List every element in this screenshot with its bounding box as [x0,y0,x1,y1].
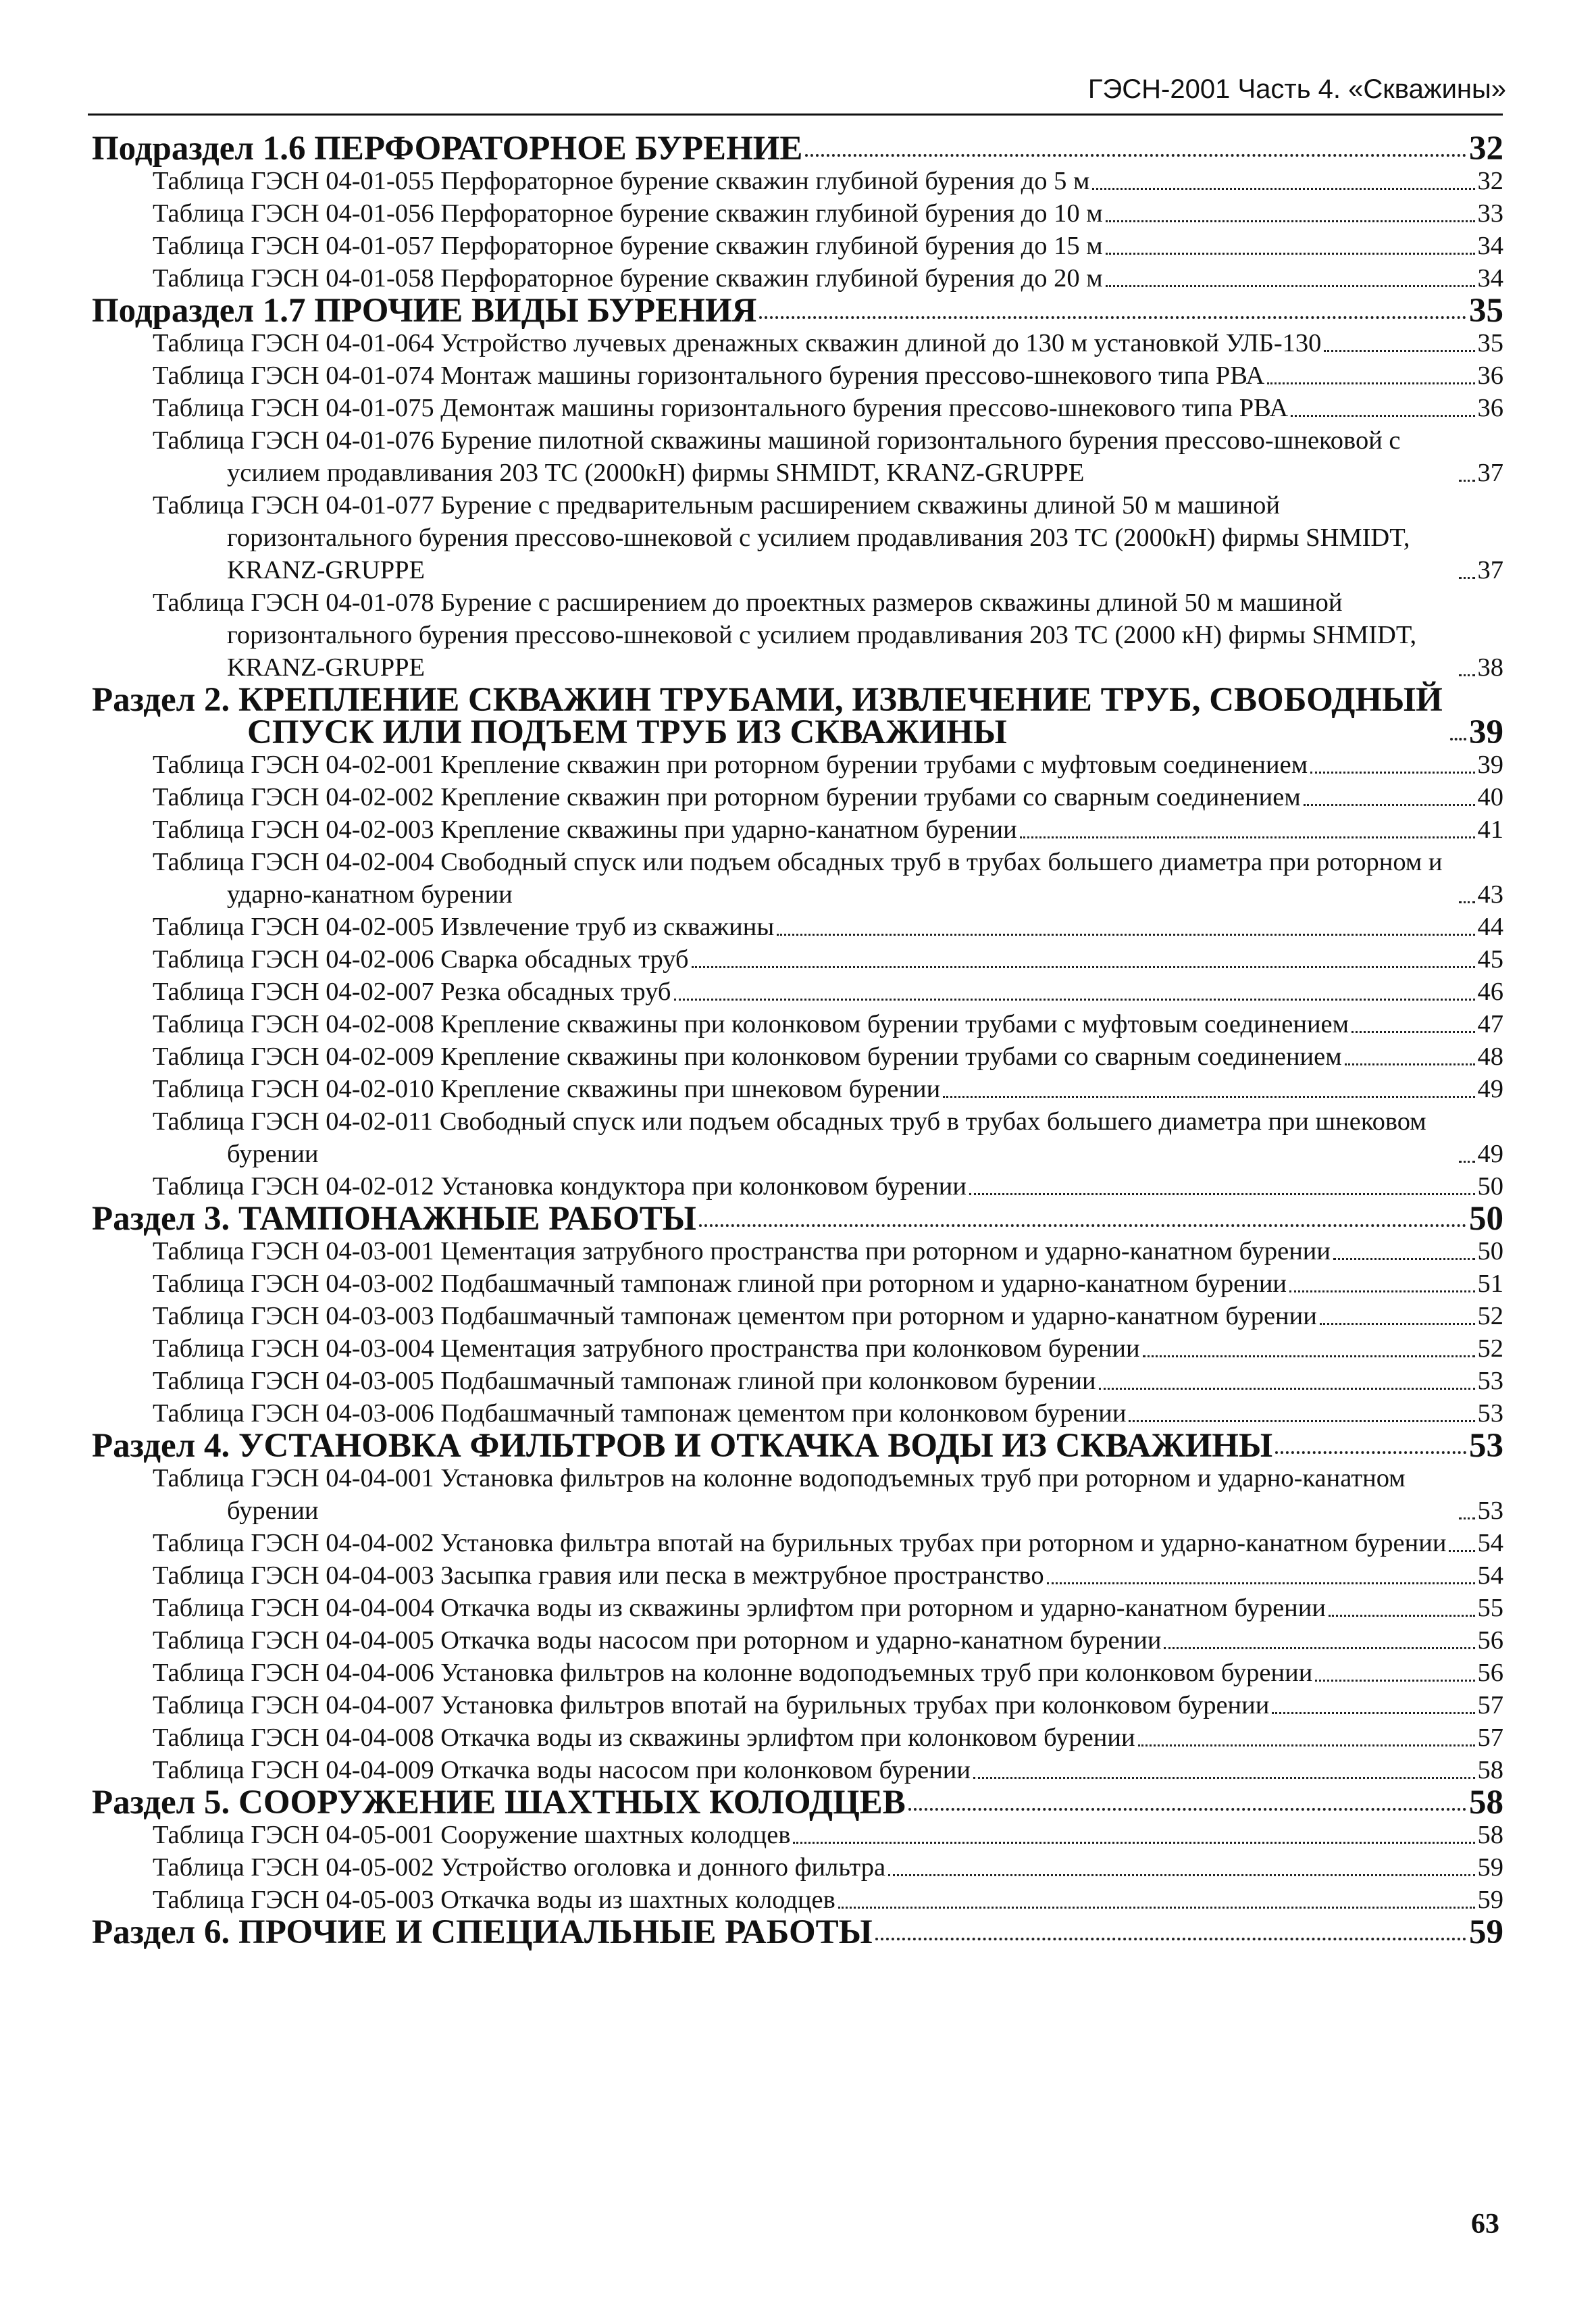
toc-table-entry [92,911,1503,943]
toc-section-heading [92,1913,1503,1951]
toc-entry-title: Таблица ГЭСН 04-03-002 Подбашмачный тампонаж глиной при роторном и ударно-канатном бурении [153,1269,1287,1298]
toc-entry-title: Раздел 3. ТАМПОНАЖНЫЕ РАБОТЫ [92,1200,696,1238]
toc-page-number: 56 [1477,1659,1503,1687]
dot-leader [973,1777,1474,1779]
toc-entry-title: Подраздел 1.7 ПРОЧИЕ ВИДЫ БУРЕНИЯ [92,292,757,330]
toc-page-number: 35 [1469,292,1503,330]
toc-table-entry [92,1527,1503,1559]
toc-entry-title: Таблица ГЭСН 04-01-075 Демонтаж машины горизонтального бурения прессово-шнекового типа РВА [153,394,1289,422]
toc-section-heading [92,130,1503,168]
toc-entry-title: Таблица ГЭСН 04-05-003 Откачка воды из шахтных колодцев [153,1886,835,1914]
toc-entry-title: Таблица ГЭСН 04-03-001 Цементация затрубного пространства при роторном и ударно-канатном бурении [153,1237,1331,1265]
toc-entry-title: Таблица ГЭСН 04-01-055 Перфораторное бурение скважин глубиной бурения до 5 м [153,167,1090,195]
toc-table-entry [92,392,1503,424]
toc-entry-title: Таблица ГЭСН 04-01-064 Устройство лучевых дренажных скважин длиной до 130 м установкой УЛБ-130 [153,329,1322,357]
dot-leader [1099,1388,1475,1390]
toc-page-number: 40 [1477,783,1503,811]
toc-table-entry [92,781,1503,813]
dot-leader [1106,220,1475,222]
toc-entry-title: Таблица ГЭСН 04-01-078 Бурение с расширением до проектных размеров скважины длиной 50 м машиной горизонтального бурения прессово-шнековой с усилием продавливания 203 ТС (2000 кН) фирмы SHMIDT, KRANZ-GRUPPE [153,588,1417,682]
dot-leader [1272,1712,1474,1714]
dot-leader [1333,1258,1474,1260]
toc-entry-title: Таблица ГЭСН 04-05-001 Сооружение шахтных колодцев [153,1821,791,1849]
dot-leader [1143,1355,1475,1357]
dot-leader [1329,1615,1475,1617]
dot-leader [1267,382,1474,384]
dot-leader [1324,350,1474,352]
toc-page-number: 48 [1477,1042,1503,1071]
dot-leader [1289,1290,1474,1292]
toc-entry-title: Таблица ГЭСН 04-02-010 Крепление скважины при шнековом бурении [153,1075,941,1103]
toc-entry-title: Таблица ГЭСН 04-01-076 Бурение пилотной скважины машиной горизонтального бурения прессово-шнековой с усилием продавливания 203 ТС (2000кН) фирмы SHMIDT, KRANZ-GRUPPE [153,426,1401,487]
toc-entry-title: Таблица ГЭСН 04-02-003 Крепление скважины при ударно-канатном бурении [153,815,1017,844]
dot-leader [1459,674,1475,676]
toc-page-number: 38 [1477,653,1503,682]
toc-section-heading [92,1427,1503,1465]
toc-page-number: 55 [1477,1594,1503,1622]
toc-entry-title: Таблица ГЭСН 04-03-003 Подбашмачный тампонаж цементом при роторном и ударно-канатном бурении [153,1302,1317,1330]
toc-page-number: 53 [1477,1399,1503,1428]
toc-table-entry [92,1851,1503,1884]
dot-leader [1291,415,1474,417]
toc-table-entry [92,1365,1503,1397]
toc-entry-title: Таблица ГЭСН 04-01-074 Монтаж машины горизонтального бурения прессово-шнекового типа РВА [153,361,1265,390]
toc-entry-title: Таблица ГЭСН 04-04-009 Откачка воды насосом при колонковом бурении [153,1756,971,1784]
toc-entry-title: Таблица ГЭСН 04-02-007 Резка обсадных труб [153,978,671,1006]
dot-leader [1450,738,1466,740]
dot-leader [1106,285,1475,287]
toc-entry-title: Таблица ГЭСН 04-02-008 Крепление скважины при колонковом бурении трубами с муфтовым соединением [153,1010,1349,1038]
toc-table-entry [92,1397,1503,1430]
toc-page-number: 44 [1477,913,1503,941]
toc-table-entry [92,1332,1503,1365]
toc-page-number: 49 [1477,1140,1503,1168]
toc-page-number: 53 [1477,1367,1503,1395]
toc-entry-title: Таблица ГЭСН 04-03-005 Подбашмачный тампонаж глиной при колонковом бурении [153,1367,1096,1395]
toc-table-entry [92,1559,1503,1592]
toc-page-number: 53 [1469,1427,1503,1465]
header-rule [88,114,1503,116]
page-number: 63 [1471,2209,1499,2240]
toc-entry-title: Таблица ГЭСН 04-01-077 Бурение с предварительным расширением скважины длиной 50 м машиной горизонтального бурения прессово-шнековой с усилием продавливания 203 ТС (2000кН) фирмы SHMIDT, KRANZ-GRUPPE [153,491,1410,584]
toc-section-heading [92,1200,1503,1238]
dot-leader [1275,1451,1466,1454]
toc-section-heading [92,292,1503,330]
toc-table-entry [92,749,1503,781]
toc-page-number: 47 [1477,1010,1503,1038]
dot-leader [1020,836,1475,838]
toc-page-number: 50 [1477,1237,1503,1265]
dot-leader [1449,1550,1474,1552]
dot-leader [1459,901,1475,903]
toc-table-entry [92,586,1503,684]
toc-entry-title: Подраздел 1.6 ПЕРФОРАТОРНОЕ БУРЕНИЕ [92,130,803,168]
toc-entry-title: Таблица ГЭСН 04-01-056 Перфораторное бурение скважин глубиной бурения до 10 м [153,199,1103,228]
toc-entry-title: Таблица ГЭСН 04-04-005 Откачка воды насосом при роторном и ударно-канатном бурении [153,1626,1162,1655]
toc-page-number: 59 [1469,1913,1503,1951]
toc-page-number: 58 [1469,1784,1503,1821]
dot-leader [1459,480,1475,482]
dot-leader [1459,577,1475,579]
dot-leader [1129,1420,1474,1422]
toc-table-entry [92,327,1503,359]
dot-leader [1047,1582,1475,1584]
toc-table-entry [92,359,1503,392]
dot-leader [1304,804,1475,806]
toc-page-number: 36 [1477,394,1503,422]
toc-table-entry [92,1300,1503,1332]
toc-page-number: 59 [1477,1853,1503,1882]
toc-entry-title: Таблица ГЭСН 04-04-003 Засыпка гравия или песка в межтрубное пространство [153,1561,1044,1590]
toc-table-entry [92,230,1503,262]
toc-page-number: 45 [1477,945,1503,974]
toc-entry-title: Таблица ГЭСН 04-02-004 Свободный спуск или подъем обсадных труб в трубах большего диаметра при роторном и ударно-канатном бурении [153,848,1443,909]
toc-entry-title: Таблица ГЭСН 04-04-002 Установка фильтра впотай на бурильных трубах при роторном и ударно-канатном бурении [153,1529,1447,1557]
toc-table-entry [92,197,1503,230]
dot-leader [699,1224,1466,1227]
toc-entry-title: Раздел 6. ПРОЧИЕ И СПЕЦИАЛЬНЫЕ РАБОТЫ [92,1913,873,1951]
dot-leader [674,999,1475,1001]
toc-table-entry [92,976,1503,1008]
dot-leader [1459,1161,1475,1163]
dot-leader [969,1193,1475,1195]
toc-table-entry [92,1462,1503,1527]
toc-table-entry [92,1689,1503,1721]
toc-table-entry [92,1073,1503,1105]
toc-page-number: 59 [1477,1886,1503,1914]
dot-leader [838,1907,1475,1909]
toc-table-entry [92,1592,1503,1624]
toc-table-entry [92,1105,1503,1170]
dot-leader [1092,188,1474,190]
toc-entry-title: Таблица ГЭСН 04-04-001 Установка фильтров на колонне водоподъемных труб при роторном и ударно-канатном бурении [153,1464,1406,1525]
toc-entry-title: Раздел 2. КРЕПЛЕНИЕ СКВАЖИН ТРУБАМИ, ИЗВЛЕЧЕНИЕ ТРУБ, СВОБОДНЫЙ СПУСК ИЛИ ПОДЪЕМ ТРУБ ИЗ СКВАЖИНЫ [92,681,1443,751]
toc-page-number: 52 [1477,1334,1503,1363]
toc-entry-title: Таблица ГЭСН 04-02-006 Сварка обсадных труб [153,945,689,974]
toc-section-heading [92,1786,1503,1819]
toc-table-entry [92,1170,1503,1203]
toc-entry-title: Таблица ГЭСН 04-02-002 Крепление скважин при роторном бурении трубами со сварным соединением [153,783,1301,811]
toc-page-number: 57 [1477,1724,1503,1752]
dot-leader [1352,1031,1475,1033]
toc-entry-title: Таблица ГЭСН 04-02-001 Крепление скважин при роторном бурении трубами с муфтовым соединением [153,751,1308,779]
dot-leader [805,154,1466,157]
toc-page-number: 33 [1477,199,1503,228]
toc-entry-title: Таблица ГЭСН 04-04-004 Откачка воды из скважины эрлифтом при роторном и ударно-канатном бурении [153,1594,1326,1622]
toc-entry-title: Таблица ГЭСН 04-02-012 Установка кондуктора при колонковом бурении [153,1172,967,1201]
toc-page-number: 49 [1477,1075,1503,1103]
toc-table-entry [92,846,1503,911]
toc-table-entry [92,424,1503,489]
toc-entry-title: Раздел 4. УСТАНОВКА ФИЛЬТРОВ И ОТКАЧКА ВОДЫ ИЗ СКВАЖИНЫ [92,1427,1273,1465]
toc-entry-title: Таблица ГЭСН 04-01-058 Перфораторное бурение скважин глубиной бурения до 20 м [153,264,1103,293]
dot-leader [943,1096,1474,1098]
toc-table-entry [92,1267,1503,1300]
dot-leader [692,966,1475,968]
toc-page-number: 41 [1477,815,1503,844]
toc-table-entry [92,1754,1503,1786]
dot-leader [1320,1323,1475,1325]
toc-table-entry [92,1819,1503,1851]
toc-page-number: 37 [1477,459,1503,487]
toc-page-number: 46 [1477,978,1503,1006]
toc-page-number: 35 [1477,329,1503,357]
toc-table-entry [92,262,1503,295]
toc-entry-title: Таблица ГЭСН 04-02-005 Извлечение труб из скважины [153,913,775,941]
dot-leader [888,1874,1474,1876]
toc-page-number: 34 [1477,232,1503,260]
toc-table-entry [92,1008,1503,1040]
toc-page-number: 50 [1477,1172,1503,1201]
toc-entry-title: Таблица ГЭСН 04-02-009 Крепление скважины при колонковом бурении трубами со сварным соединением [153,1042,1342,1071]
toc-page-number: 54 [1477,1561,1503,1590]
dot-leader [777,934,1474,936]
dot-leader [1315,1680,1474,1682]
dot-leader [908,1808,1466,1811]
toc-page-number: 43 [1477,880,1503,909]
toc-table-entry [92,813,1503,846]
dot-leader [1106,253,1475,255]
toc-table-entry [92,1884,1503,1916]
toc-page-number: 39 [1477,751,1503,779]
dot-leader [1310,772,1474,774]
toc-page-number: 50 [1469,1200,1503,1238]
toc-entry-title: Таблица ГЭСН 04-04-006 Установка фильтров на колонне водоподъемных труб при колонковом бурении [153,1659,1313,1687]
toc-entry-title: Таблица ГЭСН 04-04-008 Откачка воды из скважины эрлифтом при колонковом бурении [153,1724,1135,1752]
dot-leader [1138,1744,1475,1746]
toc-page-number: 39 [1469,713,1503,751]
toc-table-entry [92,489,1503,586]
toc-entry-title: Таблица ГЭСН 04-04-007 Установка фильтров впотай на бурильных трубах при колонковом бурении [153,1691,1270,1719]
toc-page-number: 51 [1477,1269,1503,1298]
toc-page-number: 54 [1477,1529,1503,1557]
toc-table-entry [92,1657,1503,1689]
toc-page-number: 53 [1477,1496,1503,1525]
toc-table-entry [92,1624,1503,1657]
toc-page-number: 32 [1477,167,1503,195]
toc-section-heading [92,681,1503,751]
toc-table-entry [92,1235,1503,1267]
table-of-contents [92,130,1503,1951]
toc-page-number: 56 [1477,1626,1503,1655]
toc-entry-title: Таблица ГЭСН 04-03-006 Подбашмачный тампонаж цементом при колонковом бурении [153,1399,1127,1428]
toc-page-number: 58 [1477,1821,1503,1849]
toc-page-number: 58 [1477,1756,1503,1784]
dot-leader [875,1938,1466,1940]
dot-leader [759,316,1466,319]
toc-entry-title: Таблица ГЭСН 04-02-011 Свободный спуск или подъем обсадных труб в трубах большего диаметра при шнековом бурении [153,1107,1426,1168]
toc-page-number: 32 [1469,130,1503,168]
toc-table-entry [92,165,1503,197]
toc-table-entry [92,943,1503,976]
toc-page-number: 57 [1477,1691,1503,1719]
toc-page-number: 52 [1477,1302,1503,1330]
toc-entry-title: Раздел 5. СООРУЖЕНИЕ ШАХТНЫХ КОЛОДЦЕВ [92,1784,906,1821]
toc-table-entry [92,1040,1503,1073]
dot-leader [793,1842,1474,1844]
dot-leader [1345,1063,1475,1065]
toc-entry-title: Таблица ГЭСН 04-05-002 Устройство оголовка и донного фильтра [153,1853,886,1882]
toc-page-number: 37 [1477,556,1503,584]
toc-page-number: 34 [1477,264,1503,293]
toc-entry-title: Таблица ГЭСН 04-01-057 Перфораторное бурение скважин глубиной бурения до 15 м [153,232,1103,260]
running-header: ГЭСН-2001 Часть 4. «Скважины» [1087,74,1506,104]
toc-entry-title: Таблица ГЭСН 04-03-004 Цементация затрубного пространства при колонковом бурении [153,1334,1140,1363]
toc-table-entry [92,1721,1503,1754]
dot-leader [1164,1647,1474,1649]
dot-leader [1459,1517,1475,1519]
toc-page-number: 36 [1477,361,1503,390]
